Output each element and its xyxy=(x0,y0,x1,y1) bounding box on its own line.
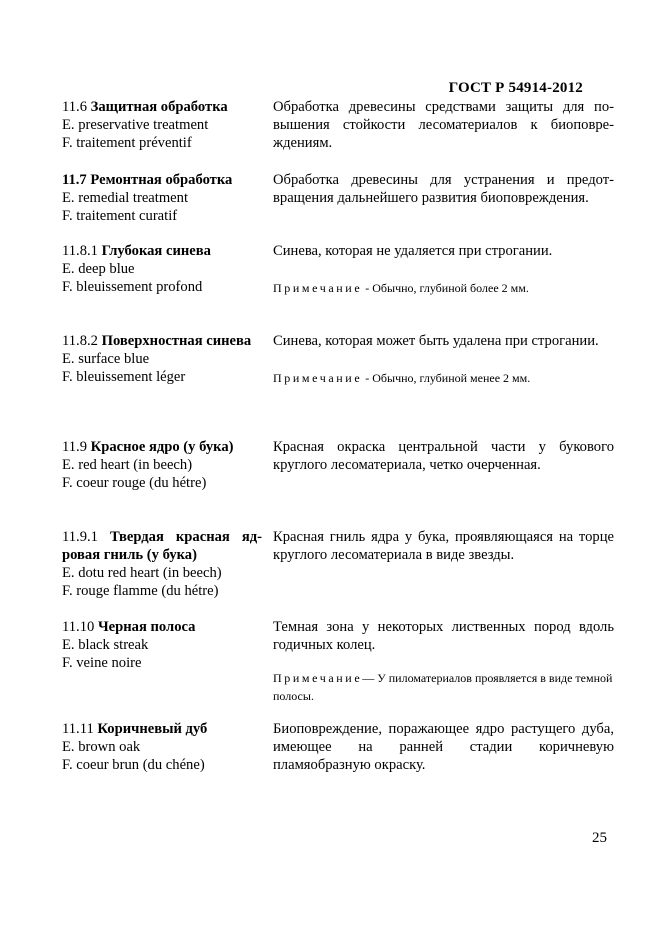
term-french: F. traitement préventif xyxy=(62,135,192,151)
term-english: E. red heart (in beech) xyxy=(62,457,193,473)
term-block xyxy=(62,528,262,600)
definition-block xyxy=(273,528,614,564)
term-block xyxy=(62,332,262,386)
term-name: Ремонтная обработка xyxy=(90,172,233,188)
definition-text: Обработка древесины для устранения и предотвращения дальнейшего развития биоповреждения. xyxy=(273,172,614,206)
term-title xyxy=(62,528,262,564)
term-number: 11.6 xyxy=(62,99,87,115)
term-number: 11.8.1 xyxy=(62,243,98,259)
term-name: Поверхностная синева xyxy=(101,333,252,349)
definition-text: Синева, которая не удаляется при строгании. xyxy=(273,243,553,259)
definition-block xyxy=(273,438,614,474)
term-title xyxy=(62,618,262,636)
term-name: Черная полоса xyxy=(97,619,196,635)
term-name: Глубокая синева xyxy=(101,243,211,259)
term-title xyxy=(62,98,262,116)
term-french: F. traitement curatif xyxy=(62,208,178,224)
term-number: 11.7 xyxy=(62,172,87,188)
definition-block xyxy=(273,242,614,297)
term-name: Красное ядро (у бука) xyxy=(90,439,234,455)
page-number: 25 xyxy=(592,830,607,846)
term-french: F. coeur brun (du chéne) xyxy=(62,757,205,773)
definition-block xyxy=(273,618,614,705)
standard-designation: ГОСТ Р 54914-2012 xyxy=(448,80,583,96)
term-block xyxy=(62,438,262,492)
term-english: E. deep blue xyxy=(62,261,135,277)
note xyxy=(273,279,614,297)
term-name: Твердая красная ядровая гниль (у бука) xyxy=(62,529,262,563)
term-french: F. veine noire xyxy=(62,655,142,671)
term-french: F. rouge flamme (du hétre) xyxy=(62,583,219,599)
note xyxy=(273,369,614,387)
term-french: F. bleuissement profond xyxy=(62,279,203,295)
term-number: 11.9 xyxy=(62,439,87,455)
term-number: 11.10 xyxy=(62,619,95,635)
term-title xyxy=(62,438,262,456)
term-block xyxy=(62,618,262,672)
term-title xyxy=(62,171,262,189)
term-french: F. coeur rouge (du hétre) xyxy=(62,475,207,491)
note-label: Примечание xyxy=(273,371,363,385)
term-english: E. black streak xyxy=(62,637,149,653)
note-label: Примечание xyxy=(273,281,363,295)
term-block xyxy=(62,98,262,152)
definition-text: Синева, которая может быть удалена при строгании. xyxy=(273,333,599,349)
definition-block xyxy=(273,720,614,774)
term-block xyxy=(62,242,262,296)
note-text: - Обычно, глубиной более 2 мм. xyxy=(362,281,529,295)
term-english: E. brown oak xyxy=(62,739,141,755)
term-name: Коричневый дуб xyxy=(97,721,208,737)
term-block xyxy=(62,171,262,225)
term-block xyxy=(62,720,262,774)
term-name: Защитная обработка xyxy=(90,99,228,115)
term-title xyxy=(62,242,262,260)
note-label: Примечание xyxy=(273,671,363,685)
term-english: E. dotu red heart (in beech) xyxy=(62,565,222,581)
note-text: — У пиломатериалов проявляется в виде темной полосы. xyxy=(273,671,613,703)
term-english: E. preservative treatment xyxy=(62,117,209,133)
note xyxy=(273,669,614,705)
term-title xyxy=(62,720,262,738)
definition-text: Красная гниль ядра у бука, проявляющаяся на торце круглого лесоматериала в виде звезды. xyxy=(273,529,614,563)
term-english: E. surface blue xyxy=(62,351,150,367)
term-english: E. remedial treatment xyxy=(62,190,189,206)
term-number: 11.11 xyxy=(62,721,94,737)
definition-block xyxy=(273,171,614,207)
definition-text: Темная зона у некоторых лиственных пород вдоль годичных колец. xyxy=(273,619,614,653)
note-text: - Обычно, глубиной менее 2 мм. xyxy=(362,371,531,385)
term-number: 11.9.1 xyxy=(62,529,98,545)
definition-block xyxy=(273,98,614,152)
definition-text: Красная окраска центральной части у букового круглого лесоматериала, четко очерченная. xyxy=(273,439,614,473)
definition-text: Биоповреждение, поражающее ядро растущего дуба, имеющее на ранней стадии коричневую пламяобразную окраску. xyxy=(273,721,614,773)
term-french: F. bleuissement léger xyxy=(62,369,186,385)
term-number: 11.8.2 xyxy=(62,333,98,349)
definition-block xyxy=(273,332,614,387)
definition-text: Обработка древесины средствами защиты для повышения стойкости лесоматериалов к биоповреждениям. xyxy=(273,99,614,151)
term-title xyxy=(62,332,262,350)
